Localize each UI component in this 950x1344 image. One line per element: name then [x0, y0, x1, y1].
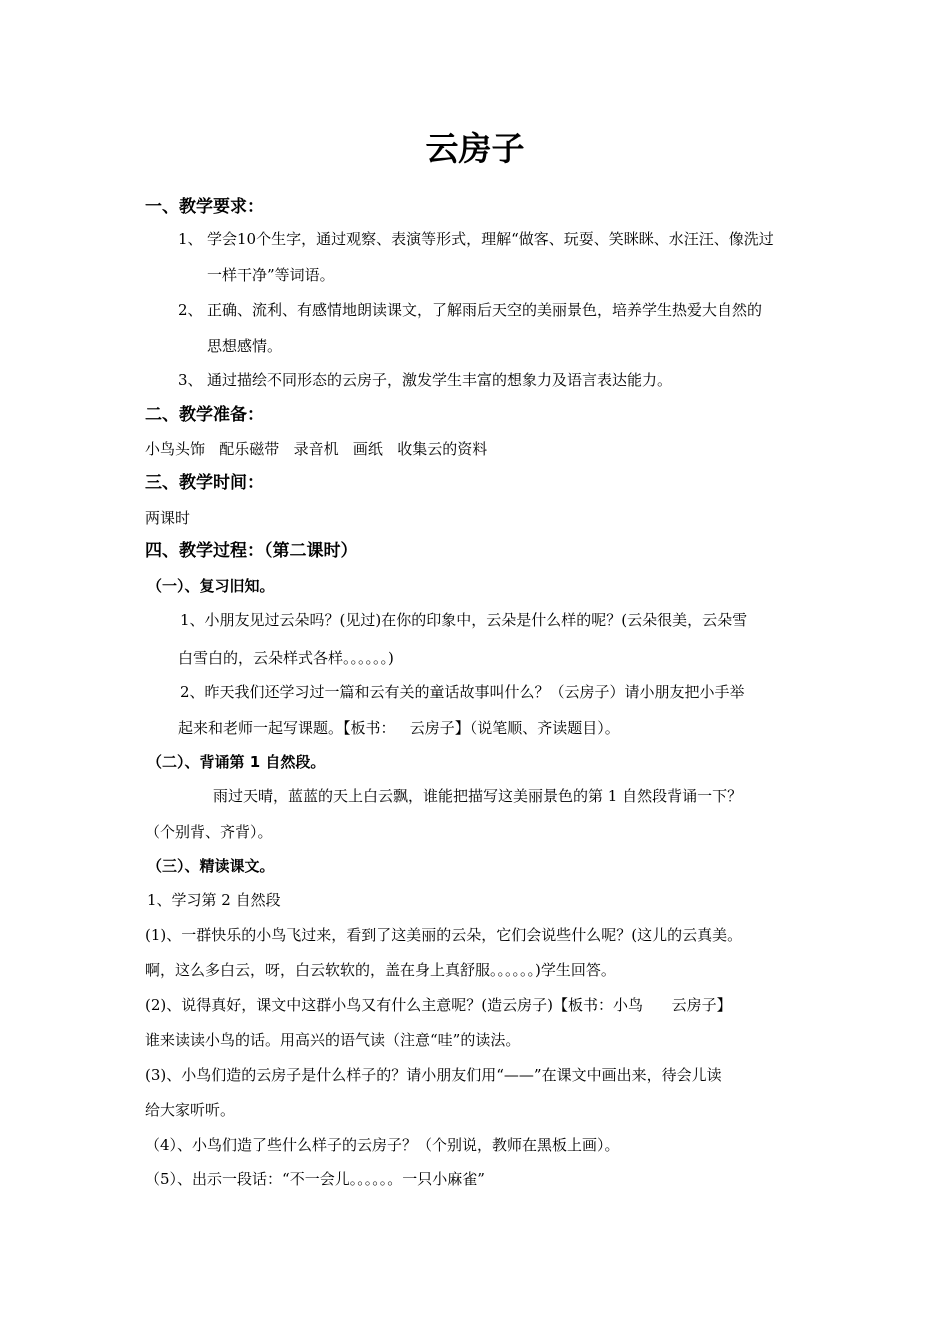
- list-number: 3、: [178, 371, 203, 389]
- list-number: 1、: [178, 230, 203, 248]
- subsection-heading: （一）、复习旧知。: [147, 577, 275, 595]
- paragraph-line: 1、小朋友见过云朵吗？(见过)在你的印象中，云朵是什么样的呢？(云朵很美，云朵雪: [180, 611, 748, 629]
- list-item-text: 一样干净”等词语。: [207, 266, 335, 284]
- paragraph-line: 给大家听听。: [145, 1101, 236, 1119]
- section-body: 两课时: [145, 509, 191, 527]
- list-item-text: 通过描绘不同形态的云房子，激发学生丰富的想象力及语言表达能力。: [207, 371, 673, 389]
- paragraph-line: (1)、一群快乐的小鸟飞过来，看到了这美丽的云朵，它们会说些什么呢？(这儿的云真美。: [145, 926, 743, 944]
- section-heading-requirements: 一、教学要求：: [145, 197, 264, 217]
- section-heading-preparation: 二、教学准备：: [145, 405, 264, 425]
- paragraph-line: 雨过天晴，蓝蓝的天上白云飘，谁能把描写这美丽景色的第 1 自然段背诵一下？: [213, 787, 743, 805]
- list-item-text: 学会10个生字，通过观察、表演等形式，理解“做客、玩耍、笑眯眯、水汪汪、像洗过: [207, 230, 774, 248]
- list-item-text: 正确、流利、有感情地朗读课文，了解雨后天空的美丽景色，培养学生热爱大自然的: [207, 301, 763, 319]
- paragraph-line: 2、昨天我们还学习过一篇和云有关的童话故事叫什么？（云房子）请小朋友把小手举: [180, 683, 745, 701]
- paragraph-line: 1、学习第 2 自然段: [147, 891, 281, 909]
- list-number: 2、: [178, 301, 203, 319]
- paragraph-line: 谁来读读小鸟的话。用高兴的语气读（注意“哇”的读法。: [145, 1031, 521, 1049]
- paragraph-line: (3)、小鸟们造的云房子是什么样子的？请小朋友们用“——”在课文中画出来，待会儿读: [145, 1066, 722, 1084]
- section-body: 小鸟头饰 配乐磁带 录音机 画纸 收集云的资料: [145, 440, 488, 458]
- subsection-heading: （三）、精读课文。: [147, 857, 275, 875]
- section-heading-time: 三、教学时间：: [145, 473, 264, 493]
- paragraph-line: （个别背、齐背）。: [145, 823, 273, 841]
- paragraph-line: （5）、出示一段话：“不一会儿。。。。。。一只小麻雀”: [145, 1170, 485, 1188]
- paragraph-line: 啊，这么多白云，呀，白云软软的，盖在身上真舒服。。。。。。)学生回答。: [145, 961, 616, 979]
- document-title: 云房子: [425, 129, 525, 168]
- paragraph-line: 白雪白的，云朵样式各样。。。。。。): [178, 649, 394, 667]
- paragraph-line: (2)、说得真好，课文中这群小鸟又有什么主意呢？(造云房子)【板书：小鸟 云房子】: [145, 996, 732, 1014]
- paragraph-line: （4）、小鸟们造了些什么样子的云房子？（个别说，教师在黑板上画）。: [145, 1136, 620, 1154]
- section-heading-process: 四、教学过程：（第二课时）: [145, 541, 358, 561]
- subsection-heading: （二）、背诵第 1 自然段。: [147, 753, 326, 771]
- paragraph-line: 起来和老师一起写课题。【板书： 云房子】（说笔顺、齐读题目）。: [178, 719, 620, 737]
- list-item-text: 思想感情。: [207, 337, 283, 355]
